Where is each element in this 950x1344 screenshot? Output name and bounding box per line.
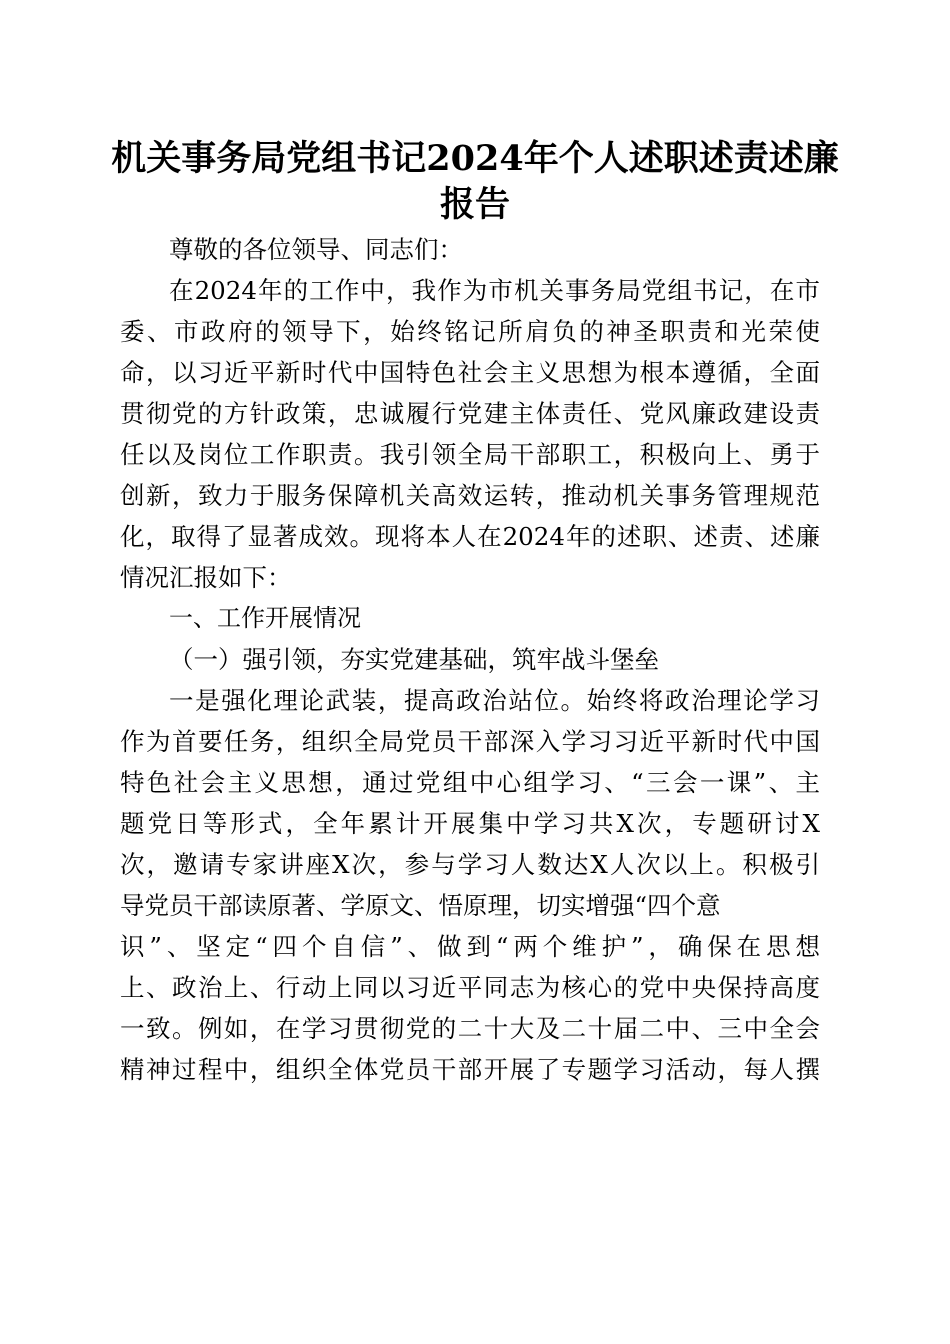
paragraph-line: 特色社会主义思想，通过党组中心组学习、“三会一课”、主: [120, 768, 820, 797]
paragraph-line: 次，邀请专家讲座X次，参与学习人数达X人次以上。积极引: [120, 850, 820, 879]
intro-line: 在2024年的工作中，我作为市机关事务局党组书记，在市: [169, 276, 820, 305]
intro-line: 命，以习近平新时代中国特色社会主义思想为根本遵循，全面: [120, 358, 820, 387]
paragraph-line: 精神过程中，组织全体党员干部开展了专题学习活动，每人撰: [120, 1055, 820, 1084]
intro-line: 情况汇报如下：: [120, 563, 292, 592]
paragraph-line: 导党员干部读原著、学原文、悟原理，切实增强“四个意: [120, 891, 721, 920]
paragraph-line: 上、政治上、行动上同以习近平同志为核心的党中央保持高度: [120, 973, 820, 1002]
intro-line: 任以及岗位工作职责。我引领全局干部职工，积极向上、勇于: [120, 440, 820, 469]
paragraph-line: 题党日等形式，全年累计开展集中学习共X次，专题研讨X: [120, 809, 820, 838]
document-title: 机关事务局党组书记2024年个人述职述责述廉报告: [111, 138, 839, 225]
paragraph-line: 一是强化理论武装，提高政治站位。始终将政治理论学习: [169, 686, 820, 715]
intro-line: 创新，致力于服务保障机关高效运转，推动机关事务管理规范: [120, 481, 820, 510]
intro-line: 化，取得了显著成效。现将本人在2024年的述职、述责、述廉: [120, 522, 820, 551]
section-heading: 一、工作开展情况: [169, 604, 361, 632]
document-body: [120, 229, 820, 1090]
paragraph-line: 识”、坚定“四个自信”、做到“两个维护”，确保在思想: [120, 932, 820, 961]
salutation: 尊敬的各位领导、同志们：: [169, 235, 463, 264]
intro-line: 委、市政府的领导下，始终铭记所肩负的神圣职责和光荣使: [120, 317, 820, 346]
subsection-heading: （一）强引领，夯实党建基础，筑牢战斗堡垒: [169, 645, 659, 674]
intro-line: 贯彻党的方针政策，忠诚履行党建主体责任、党风廉政建设责: [120, 399, 820, 428]
paragraph-line: 作为首要任务，组织全局党员干部深入学习习近平新时代中国: [120, 727, 820, 756]
paragraph-line: 一致。例如，在学习贯彻党的二十大及二十届二中、三中全会: [120, 1014, 820, 1043]
